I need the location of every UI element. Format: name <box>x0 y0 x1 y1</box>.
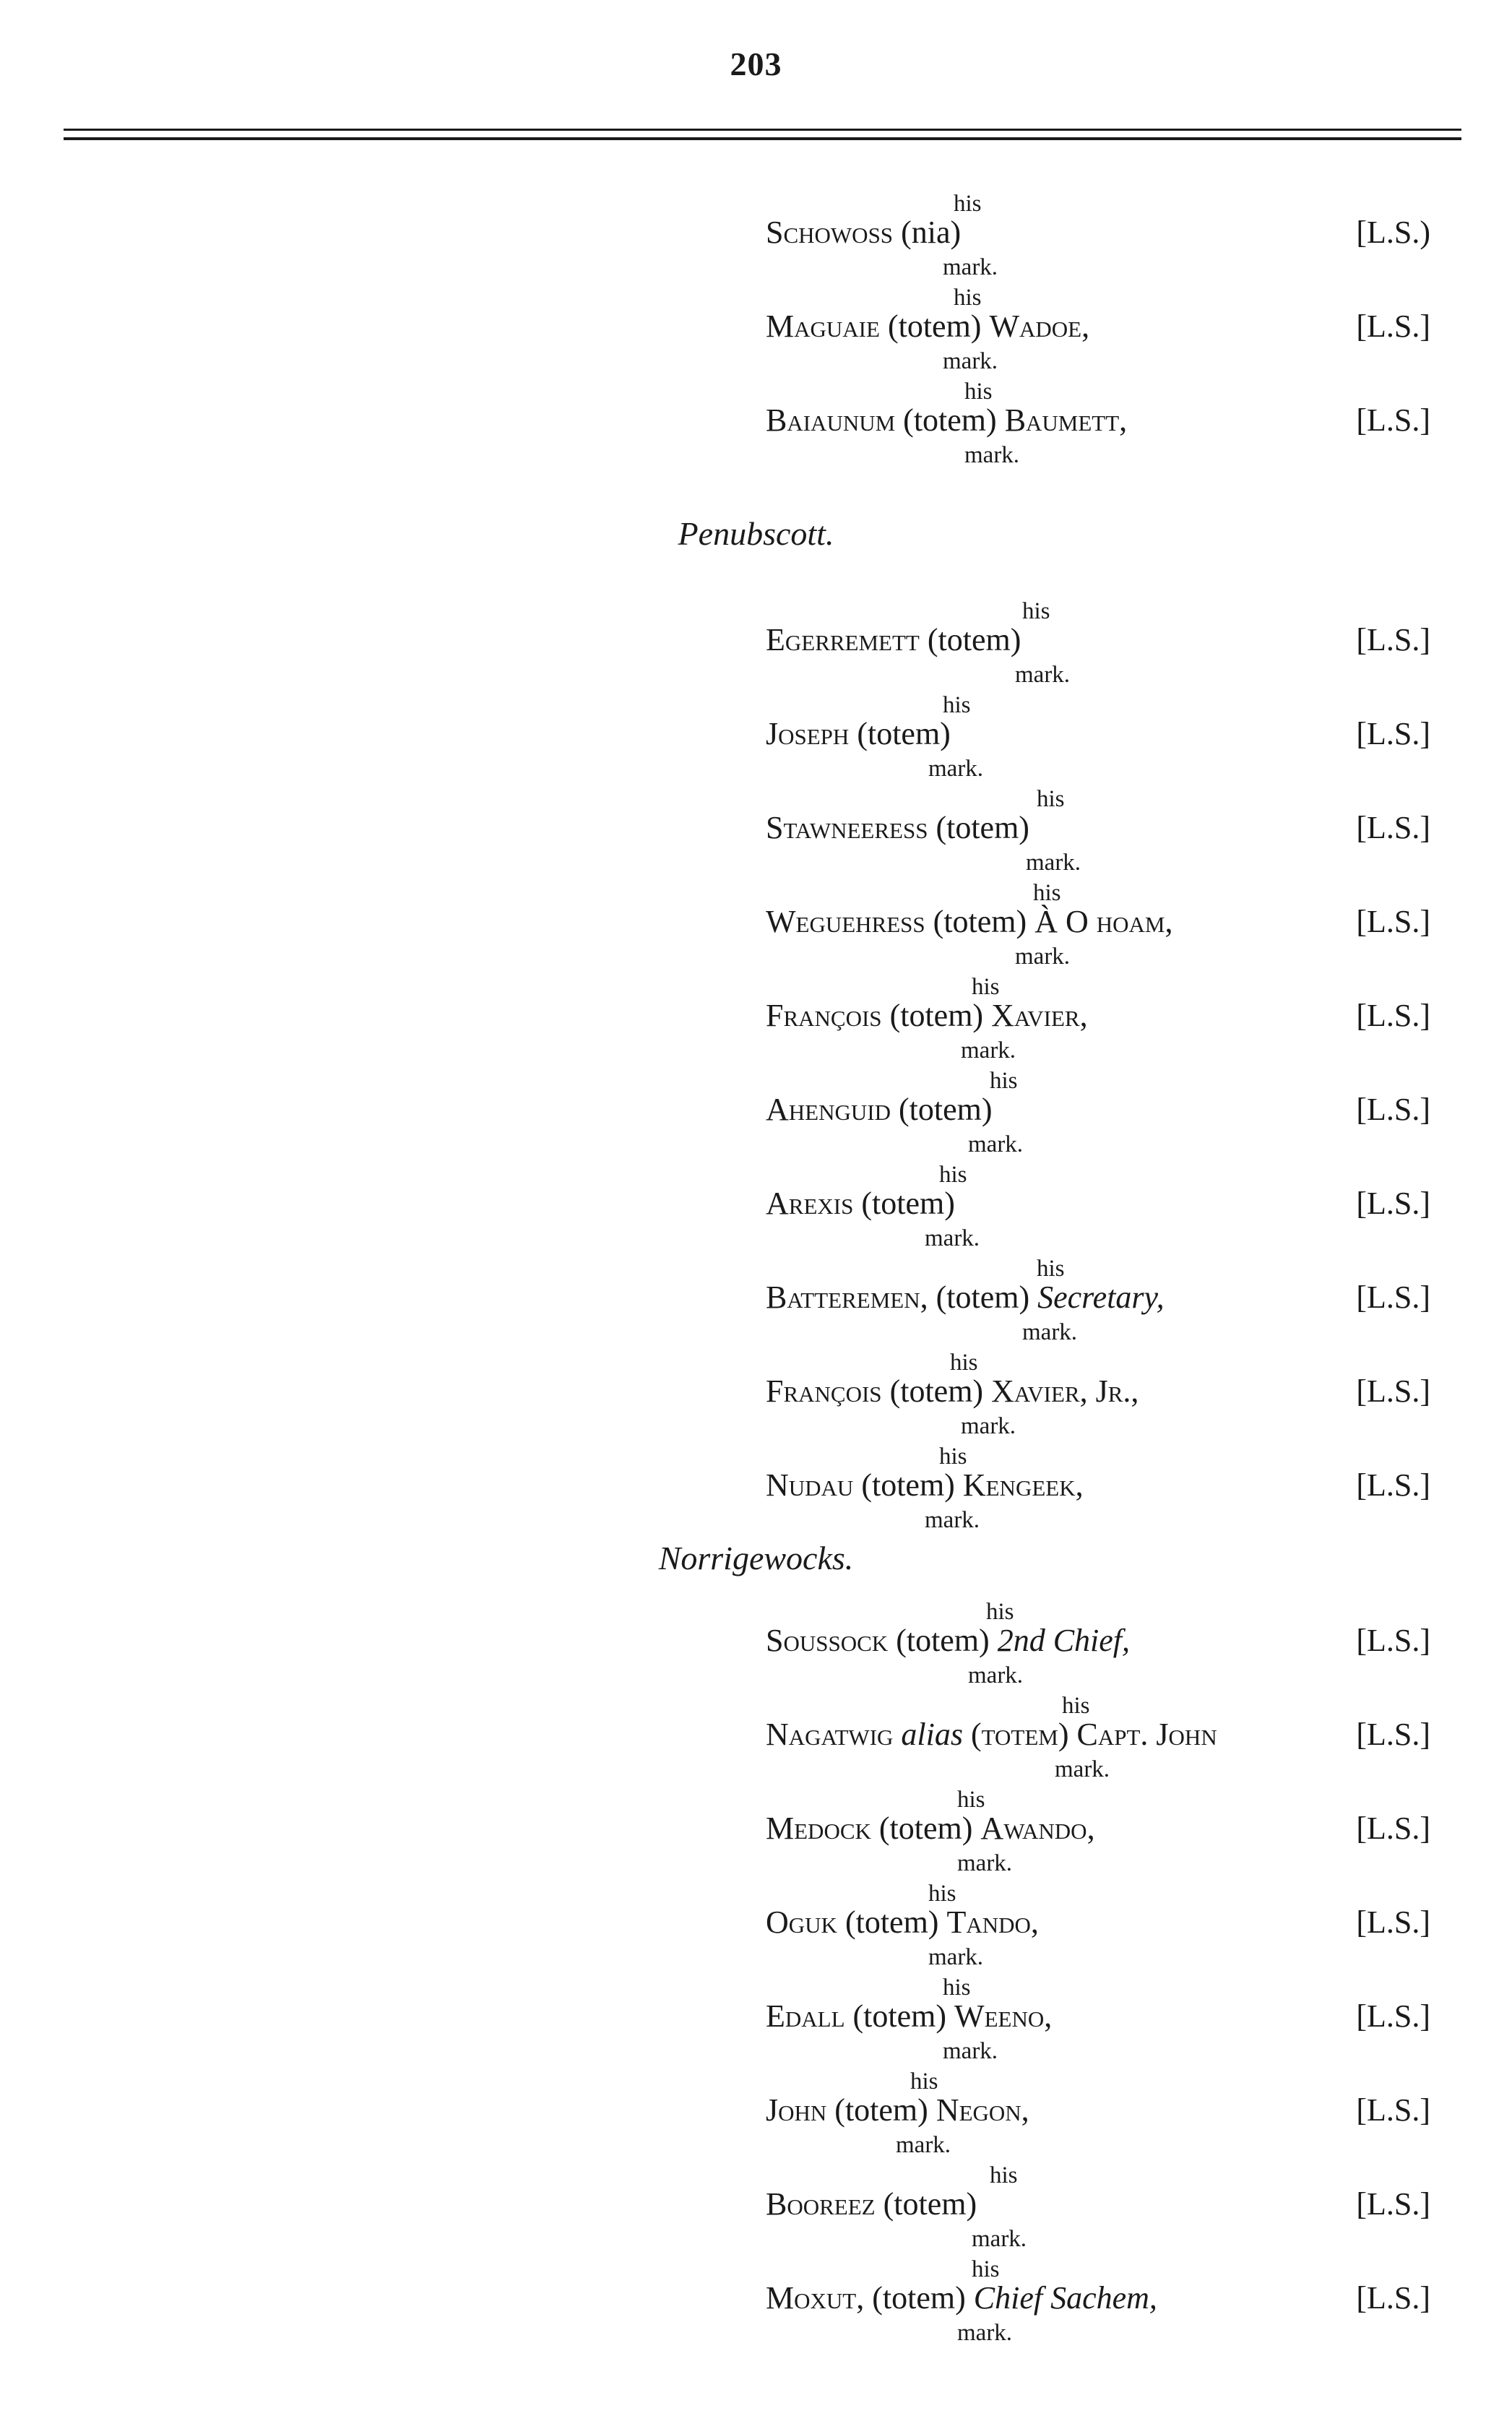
seal-ls: [L.S.] <box>1356 1623 1430 1658</box>
his-label: his <box>972 2256 1000 2282</box>
seal-ls: [L.S.] <box>1356 1998 1430 2034</box>
signatory-name: Soussock <box>766 1623 889 1658</box>
mark-label: mark. <box>1022 1319 1078 1345</box>
totem-mark: (totem) <box>898 1092 993 1127</box>
signatory-name: Baiaunum <box>766 402 896 438</box>
signature-entry <box>766 380 1430 474</box>
signature-entry <box>766 1882 1430 1976</box>
totem-mark: (totem) <box>936 810 1029 845</box>
his-label: his <box>990 2162 1018 2188</box>
seal-ls: [L.S.] <box>1356 2280 1430 2316</box>
signatory-name: Medock <box>766 1811 871 1846</box>
totem-mark: (totem) <box>889 998 984 1033</box>
his-label: his <box>943 1975 971 2001</box>
signatory-title: Xavier, Jr., <box>991 1373 1139 1409</box>
mark-label: mark. <box>896 2132 951 2158</box>
mark-label: mark. <box>1015 662 1071 688</box>
signatory-name: François <box>766 1373 882 1409</box>
totem-mark: (totem) <box>861 1186 955 1221</box>
signature-entry <box>766 1257 1430 1351</box>
seal-ls: [L.S.] <box>1356 1280 1430 1315</box>
signature-entry <box>766 1600 1430 1694</box>
signatory-name: Egerremett <box>766 622 920 657</box>
signatory-name: Batteremen, <box>766 1280 928 1315</box>
mark-label: mark. <box>943 2038 998 2064</box>
signature-line <box>766 2188 977 2220</box>
signatory-title: À O hoam, <box>1034 904 1173 939</box>
mark-label: mark. <box>928 756 984 782</box>
seal-ls: [L.S.] <box>1356 1092 1430 1127</box>
totem-mark: alias <box>901 1717 963 1752</box>
mark-label: mark. <box>961 1037 1016 1064</box>
totem-mark: (totem) <box>883 2186 977 2222</box>
seal-ls: [L.S.] <box>1356 1717 1430 1752</box>
signature-line <box>766 1625 1130 1657</box>
totem-mark: (totem) <box>887 309 982 344</box>
seal-ls: [L.S.] <box>1356 1186 1430 1221</box>
mark-label: mark. <box>968 1131 1024 1157</box>
mark-label: mark. <box>957 2320 1013 2346</box>
seal-ls: [L.S.] <box>1356 810 1430 845</box>
his-label: his <box>964 379 993 405</box>
signature-line <box>766 2282 1157 2314</box>
totem-mark: (totem) <box>933 904 1027 939</box>
heading-penobscot: Penubscott. <box>678 515 834 552</box>
his-label: his <box>972 974 1000 1000</box>
signatory-name: François <box>766 998 882 1033</box>
totem-mark: (totem) <box>896 1623 990 1658</box>
signature-entry <box>766 2258 1430 2352</box>
signatory-name: Stawneeress <box>766 810 928 845</box>
totem-mark: (totem) <box>861 1467 955 1503</box>
signature-entry <box>766 1163 1430 1257</box>
signature-line <box>766 718 951 750</box>
his-label: his <box>950 1350 978 1376</box>
signature-entry <box>766 2164 1430 2258</box>
mark-label: mark. <box>925 1507 980 1533</box>
seal-ls: [L.S.] <box>1356 2092 1430 2128</box>
signatory-title: Kengeek, <box>962 1467 1084 1503</box>
seal-ls: [L.S.) <box>1356 215 1430 250</box>
mark-label: mark. <box>1015 944 1071 970</box>
signature-line <box>766 1373 1139 1409</box>
his-label: his <box>954 191 982 217</box>
seal-ls: [L.S.] <box>1356 2186 1430 2222</box>
signature-line <box>766 1813 1095 1845</box>
totem-mark: (totem) <box>927 622 1021 657</box>
seal-ls: [L.S.] <box>1356 1811 1430 1846</box>
signatory-name: Oguk <box>766 1904 837 1940</box>
mark-label: mark. <box>961 1413 1016 1439</box>
his-label: his <box>939 1162 967 1188</box>
signature-entry <box>766 975 1430 1069</box>
his-label: his <box>1037 1256 1065 1282</box>
signatory-title: Tando, <box>946 1904 1039 1940</box>
signatory-title: Baumett, <box>1004 402 1128 438</box>
seal-ls: [L.S.] <box>1356 1373 1430 1409</box>
signatory-title: Negon, <box>936 2092 1029 2128</box>
mark-label: mark. <box>943 348 998 374</box>
signature-line <box>766 624 1021 656</box>
signature-entry <box>766 788 1430 881</box>
signature-line <box>766 1188 955 1220</box>
signature-line <box>766 311 1089 342</box>
his-label: his <box>1022 598 1050 624</box>
mark-label: mark. <box>968 1662 1024 1688</box>
signatory-title: Secretary, <box>1037 1280 1165 1315</box>
signatory-name: Joseph <box>766 716 850 751</box>
seal-ls: [L.S.] <box>1356 716 1430 751</box>
signature-entry <box>766 881 1430 975</box>
his-label: his <box>990 1068 1018 1094</box>
signature-line <box>766 1719 1217 1751</box>
signature-entry <box>766 1694 1430 1788</box>
his-label: his <box>1062 1693 1090 1719</box>
seal-ls: [L.S.] <box>1356 904 1430 939</box>
signature-line <box>766 2094 1029 2126</box>
seal-ls: [L.S.] <box>1356 1467 1430 1503</box>
totem-mark: (totem) <box>834 2092 928 2128</box>
signature-line <box>766 1282 1165 1313</box>
his-label: his <box>939 1444 967 1470</box>
signature-line <box>766 1094 993 1126</box>
mark-label: mark. <box>928 1944 984 1970</box>
seal-ls: [L.S.] <box>1356 1904 1430 1940</box>
his-label: his <box>910 2068 938 2094</box>
totem-mark: (totem) <box>844 1904 939 1940</box>
signature-entry <box>766 600 1430 694</box>
signature-line <box>766 217 961 249</box>
signatory-title: (totem) Capt. John <box>971 1717 1217 1752</box>
mark-label: mark. <box>1055 1756 1110 1782</box>
signature-line <box>766 1000 1088 1032</box>
his-label: his <box>943 692 971 718</box>
mark-label: mark. <box>925 1225 980 1251</box>
page-number: 203 <box>730 46 782 82</box>
signatory-name: Nudau <box>766 1467 854 1503</box>
signatory-title: 2nd Chief, <box>997 1623 1131 1658</box>
his-label: his <box>954 285 982 311</box>
signature-entry <box>766 1788 1430 1882</box>
signature-entry <box>766 286 1430 380</box>
totem-mark: (totem) <box>889 1373 984 1409</box>
signatory-name: Nagatwig <box>766 1717 894 1752</box>
signatory-name: Weguehress <box>766 904 925 939</box>
mark-label: mark. <box>964 442 1020 468</box>
signatory-name: Moxut, <box>766 2280 865 2316</box>
totem-mark: (totem) <box>903 402 997 438</box>
seal-ls: [L.S.] <box>1356 309 1430 344</box>
signature-line <box>766 1904 1039 1940</box>
totem-mark: (totem) <box>936 1280 1030 1315</box>
signatory-title: Awando, <box>980 1811 1095 1846</box>
totem-mark: (totem) <box>878 1811 973 1846</box>
header-rule-bottom <box>64 137 1461 140</box>
signature-entry <box>766 1351 1430 1445</box>
his-label: his <box>1037 786 1065 812</box>
heading-norridgewock: Norrigewocks. <box>658 1540 854 1576</box>
signatory-name: John <box>766 2092 827 2128</box>
signature-entry <box>766 2070 1430 2164</box>
seal-ls: [L.S.] <box>1356 998 1430 1033</box>
signature-line <box>766 1998 1053 2034</box>
his-label: his <box>928 1881 956 1907</box>
signature-line <box>766 812 1029 844</box>
signature-line <box>766 906 1172 938</box>
signatory-name: Schowoss <box>766 215 894 250</box>
his-label: his <box>957 1787 985 1813</box>
signatory-title: Weeno, <box>954 1998 1053 2034</box>
mark-label: mark. <box>957 1850 1013 1876</box>
mark-label: mark. <box>943 254 998 280</box>
signatory-name: Arexis <box>766 1186 854 1221</box>
totem-mark: (nia) <box>901 215 962 250</box>
signatory-name: Ahenguid <box>766 1092 891 1127</box>
signature-entry <box>766 694 1430 788</box>
his-label: his <box>986 1599 1014 1625</box>
signature-entry <box>766 1069 1430 1163</box>
signatory-name: Maguaie <box>766 309 880 344</box>
mark-label: mark. <box>972 2226 1027 2252</box>
signature-entry <box>766 1445 1430 1539</box>
signatory-name: Booreez <box>766 2186 876 2222</box>
seal-ls: [L.S.] <box>1356 622 1430 657</box>
totem-mark: (totem) <box>857 716 951 751</box>
signatory-name: Edall <box>766 1998 845 2034</box>
signature-line <box>766 1467 1084 1503</box>
signature-entry <box>766 192 1430 286</box>
signature-line <box>766 402 1128 438</box>
signature-entry <box>766 1976 1430 2070</box>
mark-label: mark. <box>1026 850 1081 876</box>
seal-ls: [L.S.] <box>1356 402 1430 438</box>
signatory-title: Wadoe, <box>989 309 1090 344</box>
his-label: his <box>1033 880 1061 906</box>
totem-mark: (totem) <box>852 1998 947 2034</box>
signatory-title: Chief Sachem, <box>973 2280 1157 2316</box>
header-rule-top <box>64 129 1461 131</box>
totem-mark: (totem) <box>872 2280 966 2316</box>
signatory-title: Xavier, <box>991 998 1088 1033</box>
